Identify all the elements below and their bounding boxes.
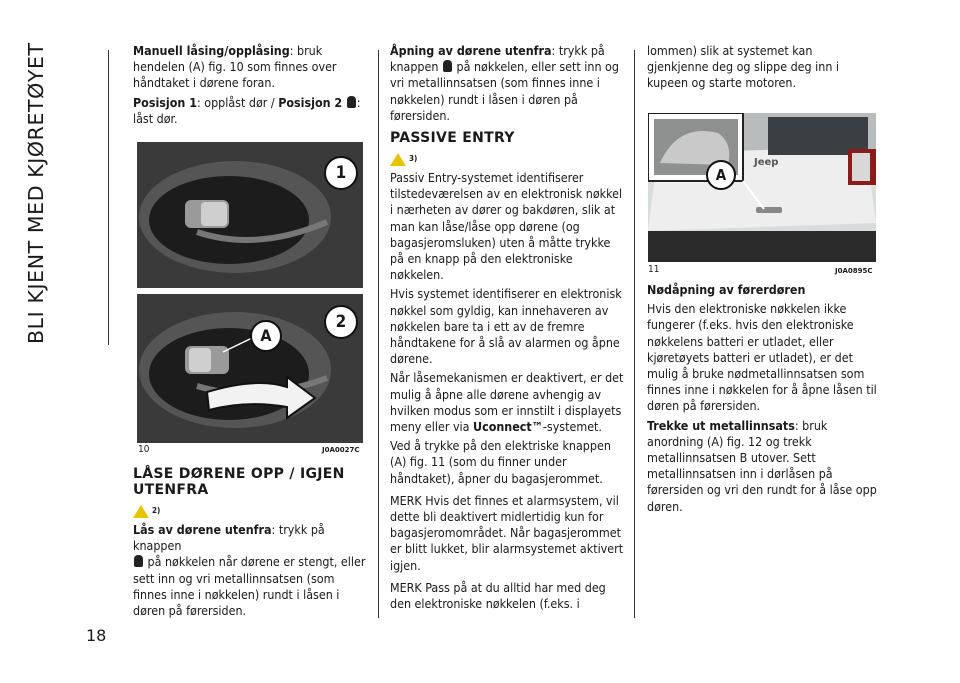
paragraph: Trekke ut metallinnsats: bruk anordning (A) fig. 12 og trekk metallinnsatsen B utover. Sett metallinnsatsen inn i dørlåsen på førersiden og vri den rundt for å låse opp døren. [647, 417, 877, 514]
page-number: 18 [86, 626, 107, 645]
figure-11 [648, 113, 876, 262]
warning-row: 2) [133, 502, 369, 520]
callout-2: 2 [324, 305, 358, 339]
paragraph: MERK Pass på at du alltid har med deg den elektroniske nøkkelen (f.eks. i [390, 579, 606, 612]
figure-code: J0A0895C [835, 267, 873, 275]
door-handle-illustration [137, 142, 363, 443]
column-divider [378, 50, 379, 618]
car-rear-illustration [648, 113, 876, 262]
paragraph: Lås av dørene utenfra: trykk på knappen på nøkkelen når dørene er stengt, eller sett inn og vri metallinnsatsen (som finnes inne i nøkkelen) rundt i låsen i døren på førersiden. [133, 522, 366, 619]
warning-row: 3) [390, 150, 626, 168]
column-3 [647, 43, 877, 95]
key-lock-icon [347, 96, 356, 108]
paragraph: Posisjon 1: opplåst dør / Posisjon 2 : låst dør. [133, 94, 361, 126]
callout-a: A [250, 320, 282, 352]
paragraph: Når låsemekanismen er deaktivert, er det mulig å åpne alle dørene avhengig av hvilken modus som er innstilt i displayets meny eller via Uconnect™-systemet. [390, 370, 624, 435]
key-lock-icon [134, 555, 143, 567]
column-1 [133, 43, 369, 130]
paragraph: Åpning av dørene utenfra: trykk på knappen på nøkkelen, eller sett inn og vri metallinnsatsen (som finnes inne i nøkkelen) rundt i låsen i døren på førersiden. [390, 43, 619, 123]
paragraph: Ved å trykke på den elektriske knappen (A) fig. 11 (som du finner under håndtaket), åpner du bagasjerommet. [390, 438, 611, 486]
paragraph: Manuell låsing/opplåsing: bruk hendelen (A) fig. 10 som finnes over håndtaket i dørene foran. [133, 43, 337, 91]
column-3-lower [647, 282, 877, 518]
figure-code: J0A0027C [322, 446, 360, 454]
paragraph: Passiv Entry-systemet identifiserer tilstedeværelsen av en elektronisk nøkkel i nærheten av dører og bakdøren, slik at man kan låse/låse opp dørene (og bagasjeromsluken) uten å måtte trykke på en knapp på den elektroniske nøkkelen. [390, 170, 623, 283]
callout-1: 1 [324, 156, 358, 190]
svg-text:Jeep: Jeep [754, 157, 779, 168]
column-divider [634, 50, 635, 618]
key-lock-icon [443, 60, 452, 72]
side-divider [108, 50, 109, 345]
callout-a: A [706, 160, 736, 190]
section-heading: PASSIVE ENTRY [390, 130, 515, 147]
paragraph: MERK Hvis det finnes et alarmsystem, vil dette bli deaktivert midlertidig kun for bagasjeromområdet. Når bagasjerommet er blitt lukket, blir alarmsystemet aktivert igjen. [390, 492, 624, 573]
column-2 [390, 43, 626, 615]
figure-10 [137, 142, 363, 443]
section-heading: LÅSE DØRENE OPP / IGJEN UTENFRA [133, 466, 345, 498]
warning-icon [133, 505, 149, 518]
figure-number: 11 [648, 264, 660, 275]
paragraph: Hvis den elektroniske nøkkelen ikke fungerer (f.eks. hvis den elektroniske nøkkelens batteri er utladet, eller kjøretøyets batteri er utladet), er det mulig å bruke nødmetallinnsatsen som finnes inne i nøkkelen for å åpne låsen til døren på førersiden. [647, 301, 877, 414]
column-1-lower [133, 460, 369, 622]
paragraph: lommen) slik at systemet kan gjenkjenne deg og slippe deg inn i kupeen og starte motoren. [647, 43, 840, 91]
warning-icon [390, 153, 406, 166]
subheading: Nødåpning av førerdøren [647, 282, 806, 297]
figure-number: 10 [138, 444, 150, 455]
paragraph: Hvis systemet identifiserer en elektronisk nøkkel som gyldig, kan innehaveren av nøkkelen bare ta i ett av de fremre håndtakene for å slå av alarmen og åpne dørene. [390, 286, 622, 367]
